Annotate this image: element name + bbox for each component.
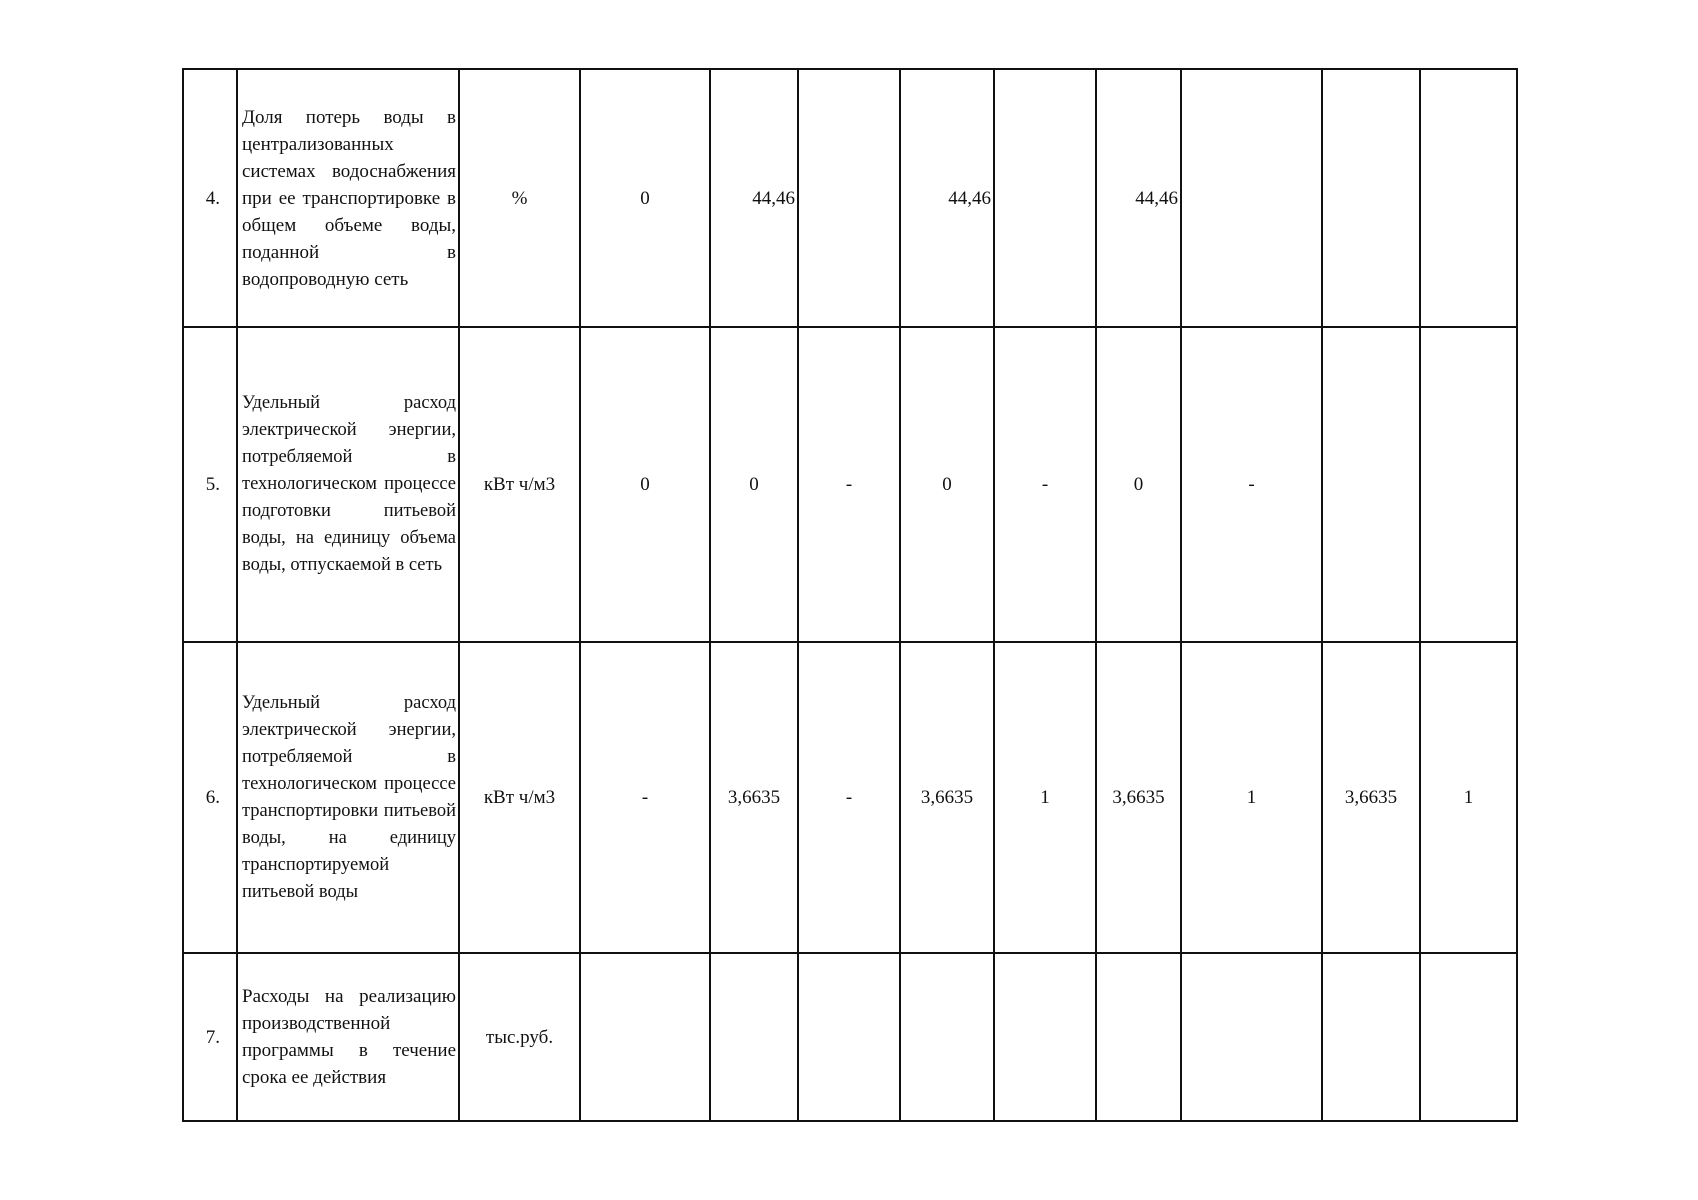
value-cell xyxy=(1181,953,1322,1121)
value-cell: 3,6635 xyxy=(900,642,994,953)
value-cell: 1 xyxy=(994,642,1096,953)
row-number: 7. xyxy=(183,953,237,1121)
value-cell xyxy=(1322,953,1420,1121)
table-row xyxy=(183,642,1517,953)
value-cell: 1 xyxy=(1420,642,1517,953)
table-row xyxy=(183,953,1517,1121)
value-cell xyxy=(1096,953,1181,1121)
value-cell: 3,6635 xyxy=(1096,642,1181,953)
table-row xyxy=(183,327,1517,642)
value-cell: 0 xyxy=(710,327,798,642)
row-number: 5. xyxy=(183,327,237,642)
value-cell xyxy=(798,69,900,327)
value-cell: - xyxy=(798,327,900,642)
value-cell: 0 xyxy=(900,327,994,642)
value-cell xyxy=(710,953,798,1121)
value-cell: 44,46 xyxy=(710,69,798,327)
indicator-name: Доля потерь воды в централизованных системах водоснабжения при ее транспортировке в общем объеме воды, поданной в водопроводную сеть xyxy=(237,69,459,327)
value-cell: 44,46 xyxy=(900,69,994,327)
value-cell xyxy=(1420,953,1517,1121)
value-cell xyxy=(900,953,994,1121)
value-cell: 0 xyxy=(580,69,710,327)
indicator-name: Удельный расход электрической энергии, потребляемой в технологическом процессе транспортировки питьевой воды, на единицу транспортируемой питьевой воды xyxy=(237,642,459,953)
row-number: 4. xyxy=(183,69,237,327)
row-number: 6. xyxy=(183,642,237,953)
value-cell: 0 xyxy=(1096,327,1181,642)
value-cell xyxy=(994,953,1096,1121)
value-cell: - xyxy=(994,327,1096,642)
table-row xyxy=(183,69,1517,327)
indicators-table xyxy=(182,68,1518,1122)
value-cell: 0 xyxy=(580,327,710,642)
value-cell xyxy=(1181,69,1322,327)
indicator-name: Расходы на реализацию производственной программы в течение срока ее действия xyxy=(237,953,459,1121)
unit-cell: кВт ч/м3 xyxy=(459,327,580,642)
value-cell: 44,46 xyxy=(1096,69,1181,327)
value-cell xyxy=(1420,69,1517,327)
value-cell xyxy=(580,953,710,1121)
value-cell: 1 xyxy=(1181,642,1322,953)
value-cell xyxy=(1322,69,1420,327)
value-cell xyxy=(798,953,900,1121)
value-cell xyxy=(1322,327,1420,642)
indicator-name: Удельный расход электрической энергии, потребляемой в технологическом процессе подготовки питьевой воды, на единицу объема воды, отпускаемой в сеть xyxy=(237,327,459,642)
unit-cell: кВт ч/м3 xyxy=(459,642,580,953)
value-cell: - xyxy=(1181,327,1322,642)
value-cell xyxy=(994,69,1096,327)
value-cell xyxy=(1420,327,1517,642)
value-cell: 3,6635 xyxy=(1322,642,1420,953)
value-cell: 3,6635 xyxy=(710,642,798,953)
unit-cell: % xyxy=(459,69,580,327)
value-cell: - xyxy=(798,642,900,953)
unit-cell: тыс.руб. xyxy=(459,953,580,1121)
value-cell: - xyxy=(580,642,710,953)
